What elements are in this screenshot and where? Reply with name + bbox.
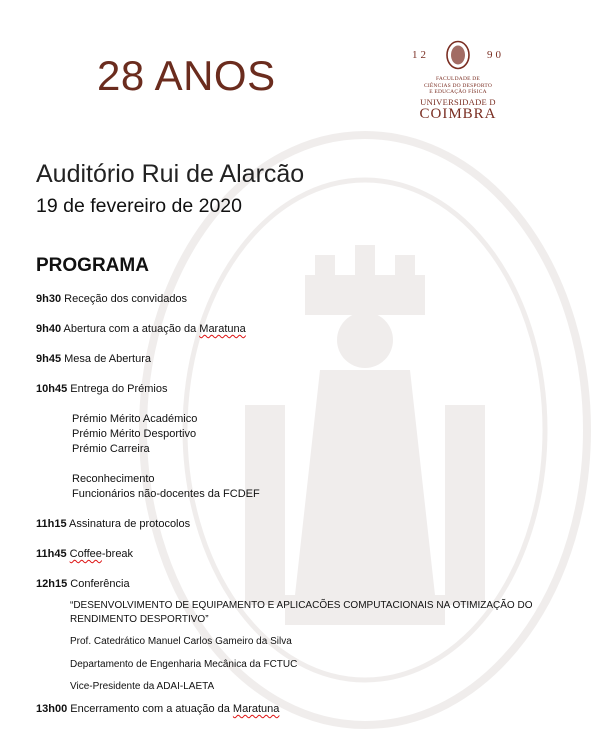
- lecture-title: “DESENVOLVIMENTO DE EQUIPAMENTO E APLICACÕES COMPUTACIONAIS NA OTIMIZAÇÃO DO: [70, 600, 533, 611]
- program-item: [36, 548, 133, 560]
- item-text: Mesa de Abertura: [64, 353, 151, 365]
- item-text: Conferência: [70, 578, 130, 590]
- lecture-role: Vice-Presidente da ADAI-LAETA: [70, 681, 215, 692]
- prize-item: Prémio Mérito Académico: [72, 413, 198, 425]
- logo-university: UNIVERSIDADE D: [420, 96, 496, 107]
- event-date: 19 de fevereiro de 2020: [36, 195, 242, 217]
- program-item: [36, 293, 187, 305]
- program-item: [36, 578, 130, 590]
- item-time: 11h45: [36, 548, 67, 560]
- logo-year-right: 90: [487, 49, 504, 61]
- logo-city: COIMBRA: [419, 105, 497, 122]
- item-text: Assinatura de protocolos: [69, 518, 191, 530]
- item-time: 9h45: [36, 353, 62, 365]
- page-title: 28 ANOS: [97, 52, 276, 99]
- item-text: Encerramento com a atuação da: [70, 703, 233, 715]
- logo-faculty-line: FACULDADE DE: [435, 76, 480, 82]
- prize-item: Prémio Carreira: [72, 443, 150, 455]
- program-item: [36, 323, 246, 335]
- item-text: Abertura com a atuação da: [63, 323, 200, 335]
- lecture-speaker: Prof. Catedrático Manuel Carlos Gameiro da Silva: [70, 636, 292, 647]
- seal-icon: [445, 40, 471, 70]
- lecture-department: Departamento de Engenharia Mecânica da FCTUC: [70, 659, 298, 670]
- program-item: [36, 383, 167, 395]
- item-text: -break: [101, 548, 134, 560]
- logo-faculty-line: E EDUCAÇÃO FÍSICA: [429, 89, 487, 95]
- item-time: 9h30: [36, 293, 62, 305]
- program-item: [36, 518, 190, 530]
- item-text-flagged: Maratuna: [232, 703, 280, 715]
- venue: Auditório Rui de Alarcão: [36, 160, 305, 188]
- prize-item: Prémio Mérito Desportivo: [72, 428, 197, 440]
- recognition-subtitle: Funcionários não-docentes da FCDEF: [72, 488, 260, 500]
- item-time: 10h45: [36, 383, 68, 395]
- item-time: 11h15: [36, 518, 67, 530]
- program-item: [36, 353, 151, 365]
- item-text-flagged: Coffee: [69, 548, 102, 560]
- program-item: [36, 703, 279, 715]
- item-text: Entrega do Prémios: [70, 383, 168, 395]
- programa-heading: PROGRAMA: [36, 255, 149, 276]
- university-logo: [408, 40, 508, 121]
- logo-faculty-line: CIÊNCIAS DO DESPORTO: [423, 82, 493, 89]
- recognition-title: Reconhecimento: [72, 473, 155, 485]
- item-time: 12h15: [36, 578, 68, 590]
- item-text-flagged: Maratuna: [199, 323, 246, 335]
- item-text: Receção dos convidados: [64, 293, 188, 305]
- lecture-title: RENDIMENTO DESPORTIVO”: [70, 614, 209, 625]
- item-time: 13h00: [36, 703, 68, 715]
- item-time: 9h40: [36, 323, 62, 335]
- logo-year-left: 12: [412, 49, 429, 61]
